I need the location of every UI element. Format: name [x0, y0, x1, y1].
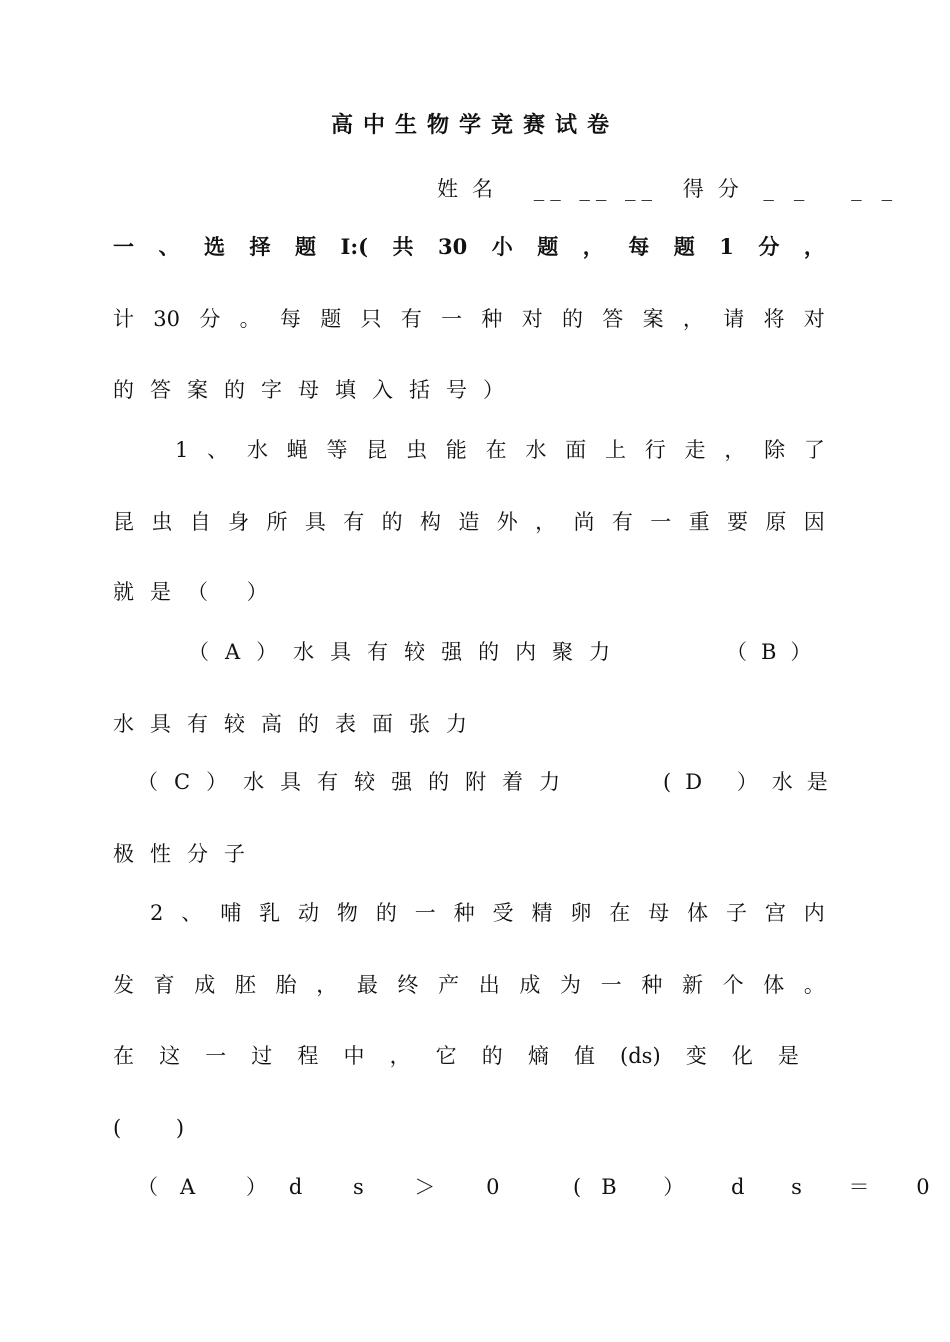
text-segment: 30 — [438, 234, 468, 259]
text-segment: 有 — [343, 510, 365, 534]
text-segment: 面 — [565, 438, 587, 462]
q1-option-b-text: 水具有较高的表面张力 — [113, 712, 483, 736]
text-segment: 受 — [492, 901, 514, 925]
text-segment: 分 — [758, 234, 780, 259]
q2-line2 — [113, 971, 825, 999]
score-label: 得分 — [682, 177, 753, 201]
text-segment: 变 — [685, 1044, 707, 1068]
text-segment: 昆 — [366, 438, 388, 462]
text-segment: 有 — [400, 307, 422, 331]
text-segment: ， — [535, 510, 557, 534]
text-segment: 蝇 — [286, 438, 308, 462]
text-segment: 在 — [485, 438, 507, 462]
text-segment: 的 — [562, 307, 583, 331]
text-segment: 种 — [481, 307, 503, 331]
text-segment: 一 — [113, 234, 134, 259]
text-segment: 一 — [205, 1044, 227, 1068]
text-segment: 、 — [207, 438, 229, 462]
text-segment: ， — [389, 1044, 411, 1068]
text-segment: 选 — [204, 234, 225, 259]
q1-option-d: (D ）水是 — [663, 770, 842, 794]
text-segment: 、 — [158, 234, 180, 259]
text-segment: 中 — [343, 1044, 365, 1068]
text-segment: 一 — [600, 973, 622, 997]
text-segment: 动 — [298, 901, 319, 925]
text-segment: 体 — [763, 973, 785, 997]
q1-line1 — [175, 436, 825, 464]
text-segment: 终 — [397, 973, 419, 997]
text-segment: 共 — [392, 234, 414, 259]
text-segment: 化 — [731, 1044, 753, 1068]
text-segment: 宫 — [764, 901, 786, 925]
text-segment: 昆 — [113, 510, 134, 534]
text-segment: 最 — [356, 973, 378, 997]
text-segment: 水 — [246, 438, 268, 462]
q2-line4: ( ) — [113, 1116, 209, 1140]
text-segment: 造 — [458, 510, 480, 534]
text-segment: 产 — [438, 973, 460, 997]
text-segment: 对 — [521, 307, 543, 331]
text-segment: 一 — [650, 510, 672, 534]
text-segment: 。 — [239, 307, 261, 331]
text-segment: 具 — [304, 510, 326, 534]
text-segment: 个 — [722, 973, 744, 997]
text-segment: 对 — [803, 307, 825, 331]
text-segment: ， — [316, 973, 338, 997]
q1-option-b: （B） — [726, 640, 826, 664]
text-segment: 30 — [153, 307, 181, 331]
text-segment: 母 — [648, 901, 670, 925]
text-segment: 案 — [642, 307, 664, 331]
text-segment: 过 — [251, 1044, 273, 1068]
text-segment: 上 — [604, 438, 626, 462]
text-segment: 了 — [803, 438, 825, 462]
text-segment: 在 — [113, 1044, 134, 1068]
text-segment: 是 — [777, 1044, 799, 1068]
q1-line3: 就是（ ） — [113, 580, 284, 604]
text-segment: 程 — [297, 1044, 319, 1068]
name-label: 姓名 — [437, 177, 507, 201]
text-segment: 卵 — [570, 901, 592, 925]
text-segment: 、 — [181, 901, 203, 925]
text-segment: 外 — [496, 510, 518, 534]
text-segment: 它 — [435, 1044, 457, 1068]
text-segment: 题 — [295, 234, 316, 259]
text-segment: 题 — [320, 307, 342, 331]
text-segment: 内 — [803, 901, 825, 925]
text-segment: 哺 — [220, 901, 242, 925]
q2-option-b: (B ） d s ＝ 0 — [573, 1175, 950, 1199]
text-segment: 等 — [326, 438, 348, 462]
section1-line1 — [113, 233, 825, 261]
header-row — [437, 175, 912, 203]
text-segment: 择 — [249, 234, 271, 259]
text-segment: 题 — [673, 234, 695, 259]
text-segment: 分 — [199, 307, 221, 331]
text-segment: 除 — [764, 438, 786, 462]
text-segment: 计 — [113, 307, 134, 331]
text-segment: 虫 — [406, 438, 428, 462]
text-segment: 乳 — [259, 901, 281, 925]
text-segment: 因 — [803, 510, 825, 534]
text-segment: 在 — [609, 901, 631, 925]
text-segment: 胚 — [234, 973, 256, 997]
q1-line2 — [113, 508, 825, 536]
q1-option-d-text: 极性分子 — [113, 842, 261, 866]
text-segment: 体 — [687, 901, 709, 925]
text-segment: 新 — [681, 973, 703, 997]
text-segment: 能 — [445, 438, 467, 462]
text-segment: 请 — [723, 307, 745, 331]
text-segment: 构 — [420, 510, 441, 534]
text-segment: ， — [803, 234, 825, 259]
name-blank: __ __ __ — [533, 177, 659, 201]
text-segment: 将 — [763, 307, 785, 331]
text-segment: 每 — [279, 307, 301, 331]
text-segment: 种 — [641, 973, 663, 997]
section1-line2 — [113, 305, 825, 333]
text-segment: 自 — [189, 510, 211, 534]
text-segment: (ds) — [620, 1044, 661, 1068]
text-segment: 的 — [375, 901, 397, 925]
text-segment: 子 — [725, 901, 747, 925]
q1-option-a: （A）水具有较强的内聚力 — [188, 640, 627, 664]
text-segment: 虫 — [151, 510, 173, 534]
text-segment: 成 — [194, 973, 216, 997]
text-segment: ， — [682, 307, 704, 331]
text-segment: 育 — [153, 973, 175, 997]
text-segment: 重 — [688, 510, 710, 534]
text-segment: 种 — [453, 901, 475, 925]
text-segment: 只 — [360, 307, 382, 331]
text-segment: 行 — [644, 438, 666, 462]
text-segment: 这 — [159, 1044, 181, 1068]
text-segment: 每 — [628, 234, 650, 259]
text-segment: 的 — [481, 1044, 503, 1068]
text-segment: 成 — [519, 973, 541, 997]
text-segment: 一 — [414, 901, 436, 925]
text-segment: 1 — [719, 234, 734, 259]
text-segment: ， — [724, 438, 746, 462]
text-segment: 物 — [336, 901, 358, 925]
text-segment: 2 — [150, 901, 164, 925]
text-segment: 值 — [573, 1044, 595, 1068]
text-segment: 小 — [491, 234, 513, 259]
text-segment: 1 — [175, 438, 189, 462]
text-segment: 的 — [381, 510, 403, 534]
text-segment: 走 — [684, 438, 706, 462]
text-segment: 熵 — [527, 1044, 549, 1068]
q2-line1 — [150, 899, 825, 927]
text-segment: 一 — [441, 307, 463, 331]
text-segment: 。 — [803, 973, 825, 997]
text-segment: 精 — [531, 901, 553, 925]
text-segment: 水 — [525, 438, 547, 462]
text-segment: 为 — [560, 973, 582, 997]
text-segment: 尚 — [573, 510, 595, 534]
q2-line3 — [113, 1042, 799, 1070]
q2-option-a: （A ）d s ＞ 0 — [137, 1175, 522, 1199]
text-segment: 发 — [113, 973, 134, 997]
text-segment: I:( — [340, 234, 369, 259]
text-segment: 所 — [266, 510, 288, 534]
text-segment: 胎 — [275, 973, 297, 997]
section1-line3: 的答案的字母填入括号） — [113, 378, 520, 402]
text-segment: 出 — [478, 973, 500, 997]
exam-title: 高中生物学竞赛试卷 — [330, 112, 619, 138]
text-segment: 题 — [537, 234, 559, 259]
text-segment: 原 — [765, 510, 787, 534]
text-segment: 答 — [602, 307, 624, 331]
text-segment: ， — [582, 234, 604, 259]
text-segment: 有 — [611, 510, 633, 534]
text-segment: 身 — [228, 510, 250, 534]
score-blank: __ __ — [763, 177, 913, 201]
text-segment: 要 — [727, 510, 748, 534]
q1-option-c: （C）水具有较强的附着力 — [137, 770, 577, 794]
